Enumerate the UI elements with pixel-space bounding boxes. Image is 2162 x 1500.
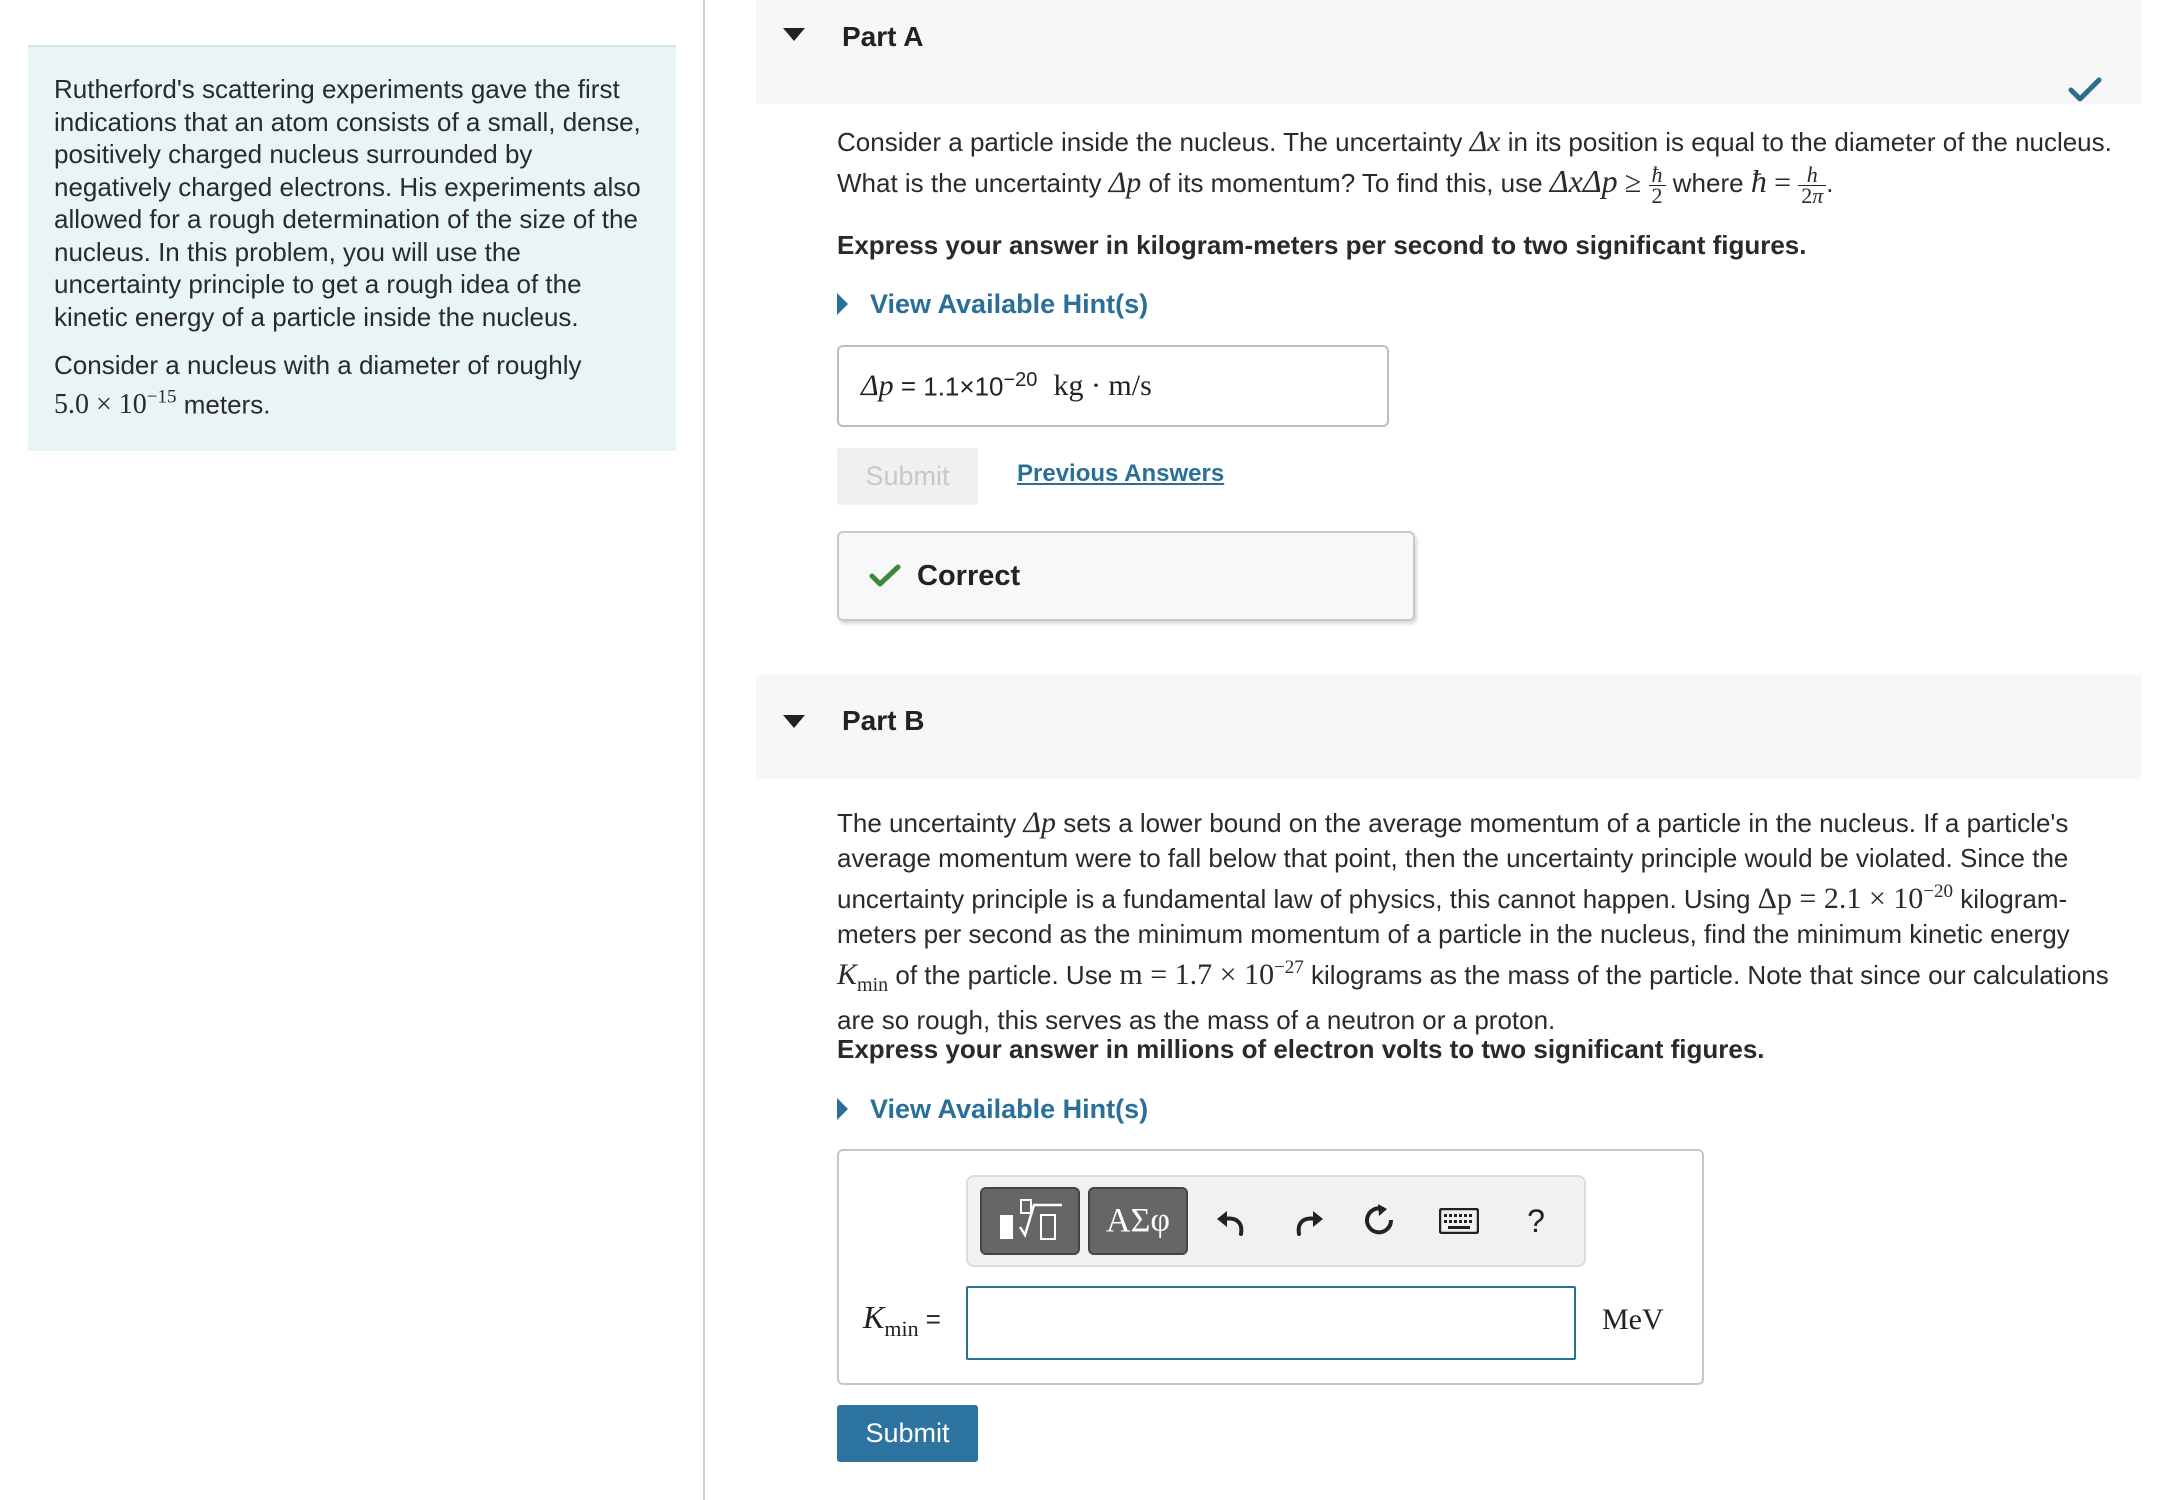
part-a-question: Consider a particle inside the nucleus. The uncertainty Δx in its position is equal to the diameter of the nucleus. What is the uncertainty Δp of its momentum? To find this, use ΔxΔp ≥ $\frac{ħ}{2}$ where ħ = $\frac{h}{2\pi}$ .: [837, 125, 2112, 208]
part-a-hints-toggle[interactable]: View Available Hint(s): [837, 289, 1148, 320]
reset-icon[interactable]: [1360, 1199, 1400, 1243]
collapse-caret-icon[interactable]: [783, 28, 805, 41]
kmin-answer-input[interactable]: [966, 1286, 1576, 1360]
diameter-value: $5.0 \times 10^{-15}$: [54, 386, 177, 420]
part-b-instruction: Express your answer in millions of electron volts to two significant figures.: [837, 1034, 1765, 1064]
part-a-submit-button[interactable]: Submit: [837, 448, 978, 505]
answer-unit: kg · m/s: [1053, 369, 1152, 402]
collapse-caret-icon[interactable]: [783, 715, 805, 728]
intro-paragraph-diameter: Consider a nucleus with a diameter of roughly $5.0 \times 10^{-15}$ meters.: [54, 350, 582, 420]
expand-triangle-icon: [837, 293, 848, 315]
part-a-instruction: Express your answer in kilogram-meters per second to two significant figures.: [837, 230, 1807, 260]
undo-icon[interactable]: [1211, 1199, 1251, 1243]
redo-icon[interactable]: [1289, 1199, 1329, 1243]
part-a-title: Part A: [842, 21, 924, 52]
greek-symbols-button[interactable]: ΑΣφ: [1088, 1187, 1188, 1255]
part-b-submit-button[interactable]: Submit: [837, 1405, 978, 1462]
part-b-hints-toggle[interactable]: View Available Hint(s): [837, 1094, 1148, 1125]
answer-variable: Δp: [861, 369, 894, 402]
answer-unit: MeV: [1602, 1303, 1664, 1336]
help-button[interactable]: ?: [1527, 1202, 1545, 1239]
intro-panel: [28, 45, 676, 451]
intro-paragraph: Rutherford's scattering experiments gave the first indications that an atom consists of a small, dense, positively charged nucleus surrounded by negatively charged electrons. His experiments also allowed for a rough determination of the size of the nucleus. In this problem, you will use the uncertainty principle to get a rough idea of the kinetic energy of a particle inside the nucleus.: [54, 74, 641, 332]
part-b-answer-box: [837, 1149, 1704, 1385]
part-a-header[interactable]: [756, 0, 2142, 104]
part-a-answer-display: Δp = $1.1\times 10^{-20}$ kg · m/s: [837, 345, 1389, 427]
part-b-title: Part B: [842, 705, 925, 736]
math-toolbar: [966, 1175, 1586, 1267]
checkmark-icon: [2068, 76, 2102, 104]
fraction-root-template-icon: [994, 1197, 1066, 1245]
correct-check-icon: [869, 563, 901, 589]
keyboard-icon[interactable]: [1437, 1199, 1481, 1243]
expand-triangle-icon: [837, 1098, 848, 1120]
part-b-question: The uncertainty Δp sets a lower bound on the average momentum of a particle in the nucleus. If a particle's average momentum were to fall below that point, then the uncertainty principle would be violated. Since the uncertainty principle is a fundamental law of physics, this cannot happen. Using $\Delta p = 2.1 \times 10^{-20}$ kilogram-meters per second as the minimum momentum of a particle in the nucleus, find the minimum kinetic energy $K_{min}$ of the particle. Use $m = 1.7 \times 10^{-27}$ kilograms as the mass of the particle. Note that since our calculations are so rough, this serves as the mass of a neutron or a proton.: [837, 806, 2109, 1035]
panel-divider: [703, 0, 705, 1500]
correct-feedback: Correct: [837, 531, 1415, 621]
templates-button[interactable]: [980, 1187, 1080, 1255]
answer-value: $1.1\times 10^{-20}$: [923, 369, 1038, 402]
previous-answers-link[interactable]: Previous Answers: [1017, 460, 1225, 487]
answer-label: $K_{min}$ =: [863, 1299, 941, 1341]
part-b-header[interactable]: [756, 675, 2142, 779]
